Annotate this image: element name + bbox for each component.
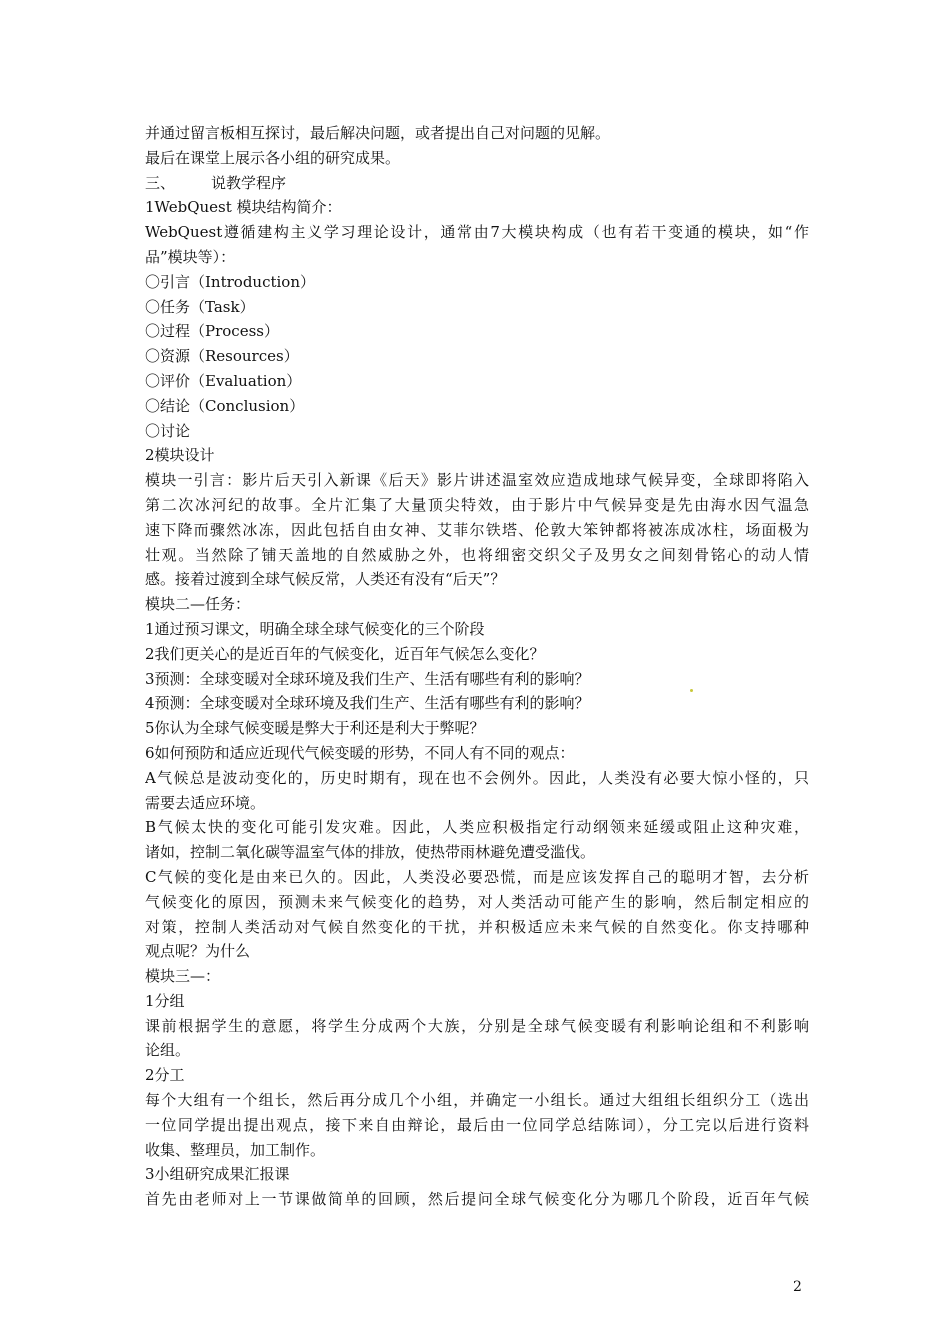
text-line: 每个大组有一个组长，然后再分成几个小组，并确定一小组长。通过大组组长组织分工（选出: [145, 1091, 809, 1110]
text-line: 1通过预习课文，明确全球全球气候变化的三个阶段: [145, 619, 485, 638]
text-line: 壮观。当然除了铺天盖地的自然威胁之外，也将细密交织父子及男女之间刻骨铭心的动人情: [145, 545, 809, 564]
text-line: 感。接着过渡到全球气候反常，人类还有没有“后天”？: [145, 570, 506, 589]
text-line: 一位同学提出提出观点，接下来自由辩论，最后由一位同学总结陈词），分工完以后进行资料: [145, 1115, 809, 1134]
text-line: 论组。: [145, 1041, 191, 1060]
scan-speck: [690, 689, 693, 692]
text-line: 观点呢？为什么: [145, 942, 251, 961]
list-item: 〇过程（Process）: [145, 322, 279, 341]
text-line: 气候变化的原因，预测未来气候变化的趋势，对人类活动可能产生的影响，然后制定相应的: [145, 892, 809, 911]
text-line: 收集、整理员，加工制作。: [145, 1140, 326, 1159]
text-line: 4预测：全球变暖对全球环境及我们生产、生活有哪些有利的影响？: [145, 694, 590, 713]
text-line: 速下降而骤然冰冻，因此包括自由女神、艾菲尔铁塔、伦敦大笨钟都将被冻成冰柱，场面极为: [145, 520, 809, 539]
text-line: 模块一引言：影片后天引入新课《后天》影片讲述温室效应造成地球气候异变，全球即将陷入: [145, 471, 809, 490]
text-line: C气候的变化是由来已久的。因此，人类没必要恐慌，而是应该发挥自己的聪明才智，去分析: [145, 867, 809, 886]
text-line: WebQuest遵循建构主义学习理论设计，通常由7大模块构成（也有若干变通的模块，如“作: [145, 223, 809, 242]
section-heading: [145, 171, 809, 196]
text-line: 2我们更关心的是近百年的气候变化，近百年气候怎么变化？: [145, 644, 545, 663]
text-line: 1分组: [145, 991, 185, 1010]
text-line: 5你认为全球气候变暖是弊大于利还是利大于弊呢？: [145, 719, 485, 738]
text-line: 6如何预防和适应近现代气候变暖的形势，不同人有不同的观点：: [145, 743, 575, 762]
list-item: 〇引言（Introduction）: [145, 272, 315, 291]
text-line: 首先由老师对上一节课做简单的回顾，然后提问全球气候变化分为哪几个阶段，近百年气候: [145, 1190, 809, 1209]
text-line: 2模块设计: [145, 446, 215, 465]
list-item: 〇结论（Conclusion）: [145, 396, 305, 415]
section-title: 说教学程序: [211, 173, 287, 192]
section-number: 三、: [145, 173, 176, 192]
text-line: 品”模块等）：: [145, 247, 236, 266]
text-line: 第二次冰河纪的故事。全片汇集了大量顶尖特效，由于影片中气候异变是先由海水因气温急: [145, 495, 809, 514]
text-line: 3小组研究成果汇报课: [145, 1165, 290, 1184]
text-line: 3预测：全球变暖对全球环境及我们生产、生活有哪些有利的影响？: [145, 669, 590, 688]
text-line: 最后在课堂上展示各小组的研究成果。: [145, 148, 401, 167]
list-item: 〇资源（Resources）: [145, 347, 299, 366]
list-item: 〇讨论: [145, 421, 191, 440]
text-line: 2分工: [145, 1066, 185, 1085]
list-item: 〇任务（Task）: [145, 297, 255, 316]
document-body: [145, 121, 809, 1212]
text-line: 需要去适应环境。: [145, 793, 266, 812]
list-item: 〇评价（Evaluation）: [145, 371, 302, 390]
text-line: B气候太快的变化可能引发灾难。因此，人类应积极指定行动纲领来延缓或阻止这种灾难，: [145, 818, 809, 837]
text-line: 模块二—任务：: [145, 595, 251, 614]
page-number: 2: [793, 1279, 802, 1295]
text-line: A气候总是波动变化的，历史时期有，现在也不会例外。因此，人类没有必要大惊小怪的，只: [145, 768, 809, 787]
text-line: 诸如，控制二氧化碳等温室气体的排放，使热带雨林避免遭受滥伐。: [145, 843, 596, 862]
text-line: 课前根据学生的意愿，将学生分成两个大族，分别是全球气候变暖有利影响论组和不利影响: [145, 1016, 809, 1035]
text-line: 对策，控制人类活动对气候自然变化的干扰，并积极适应未来气候的自然变化。你支持哪种: [145, 917, 809, 936]
text-line: 模块三—：: [145, 967, 221, 986]
text-line: 并通过留言板相互探讨，最后解决问题，或者提出自己对问题的见解。: [145, 124, 611, 142]
text-line: 1WebQuest 模块结构简介：: [145, 198, 342, 217]
